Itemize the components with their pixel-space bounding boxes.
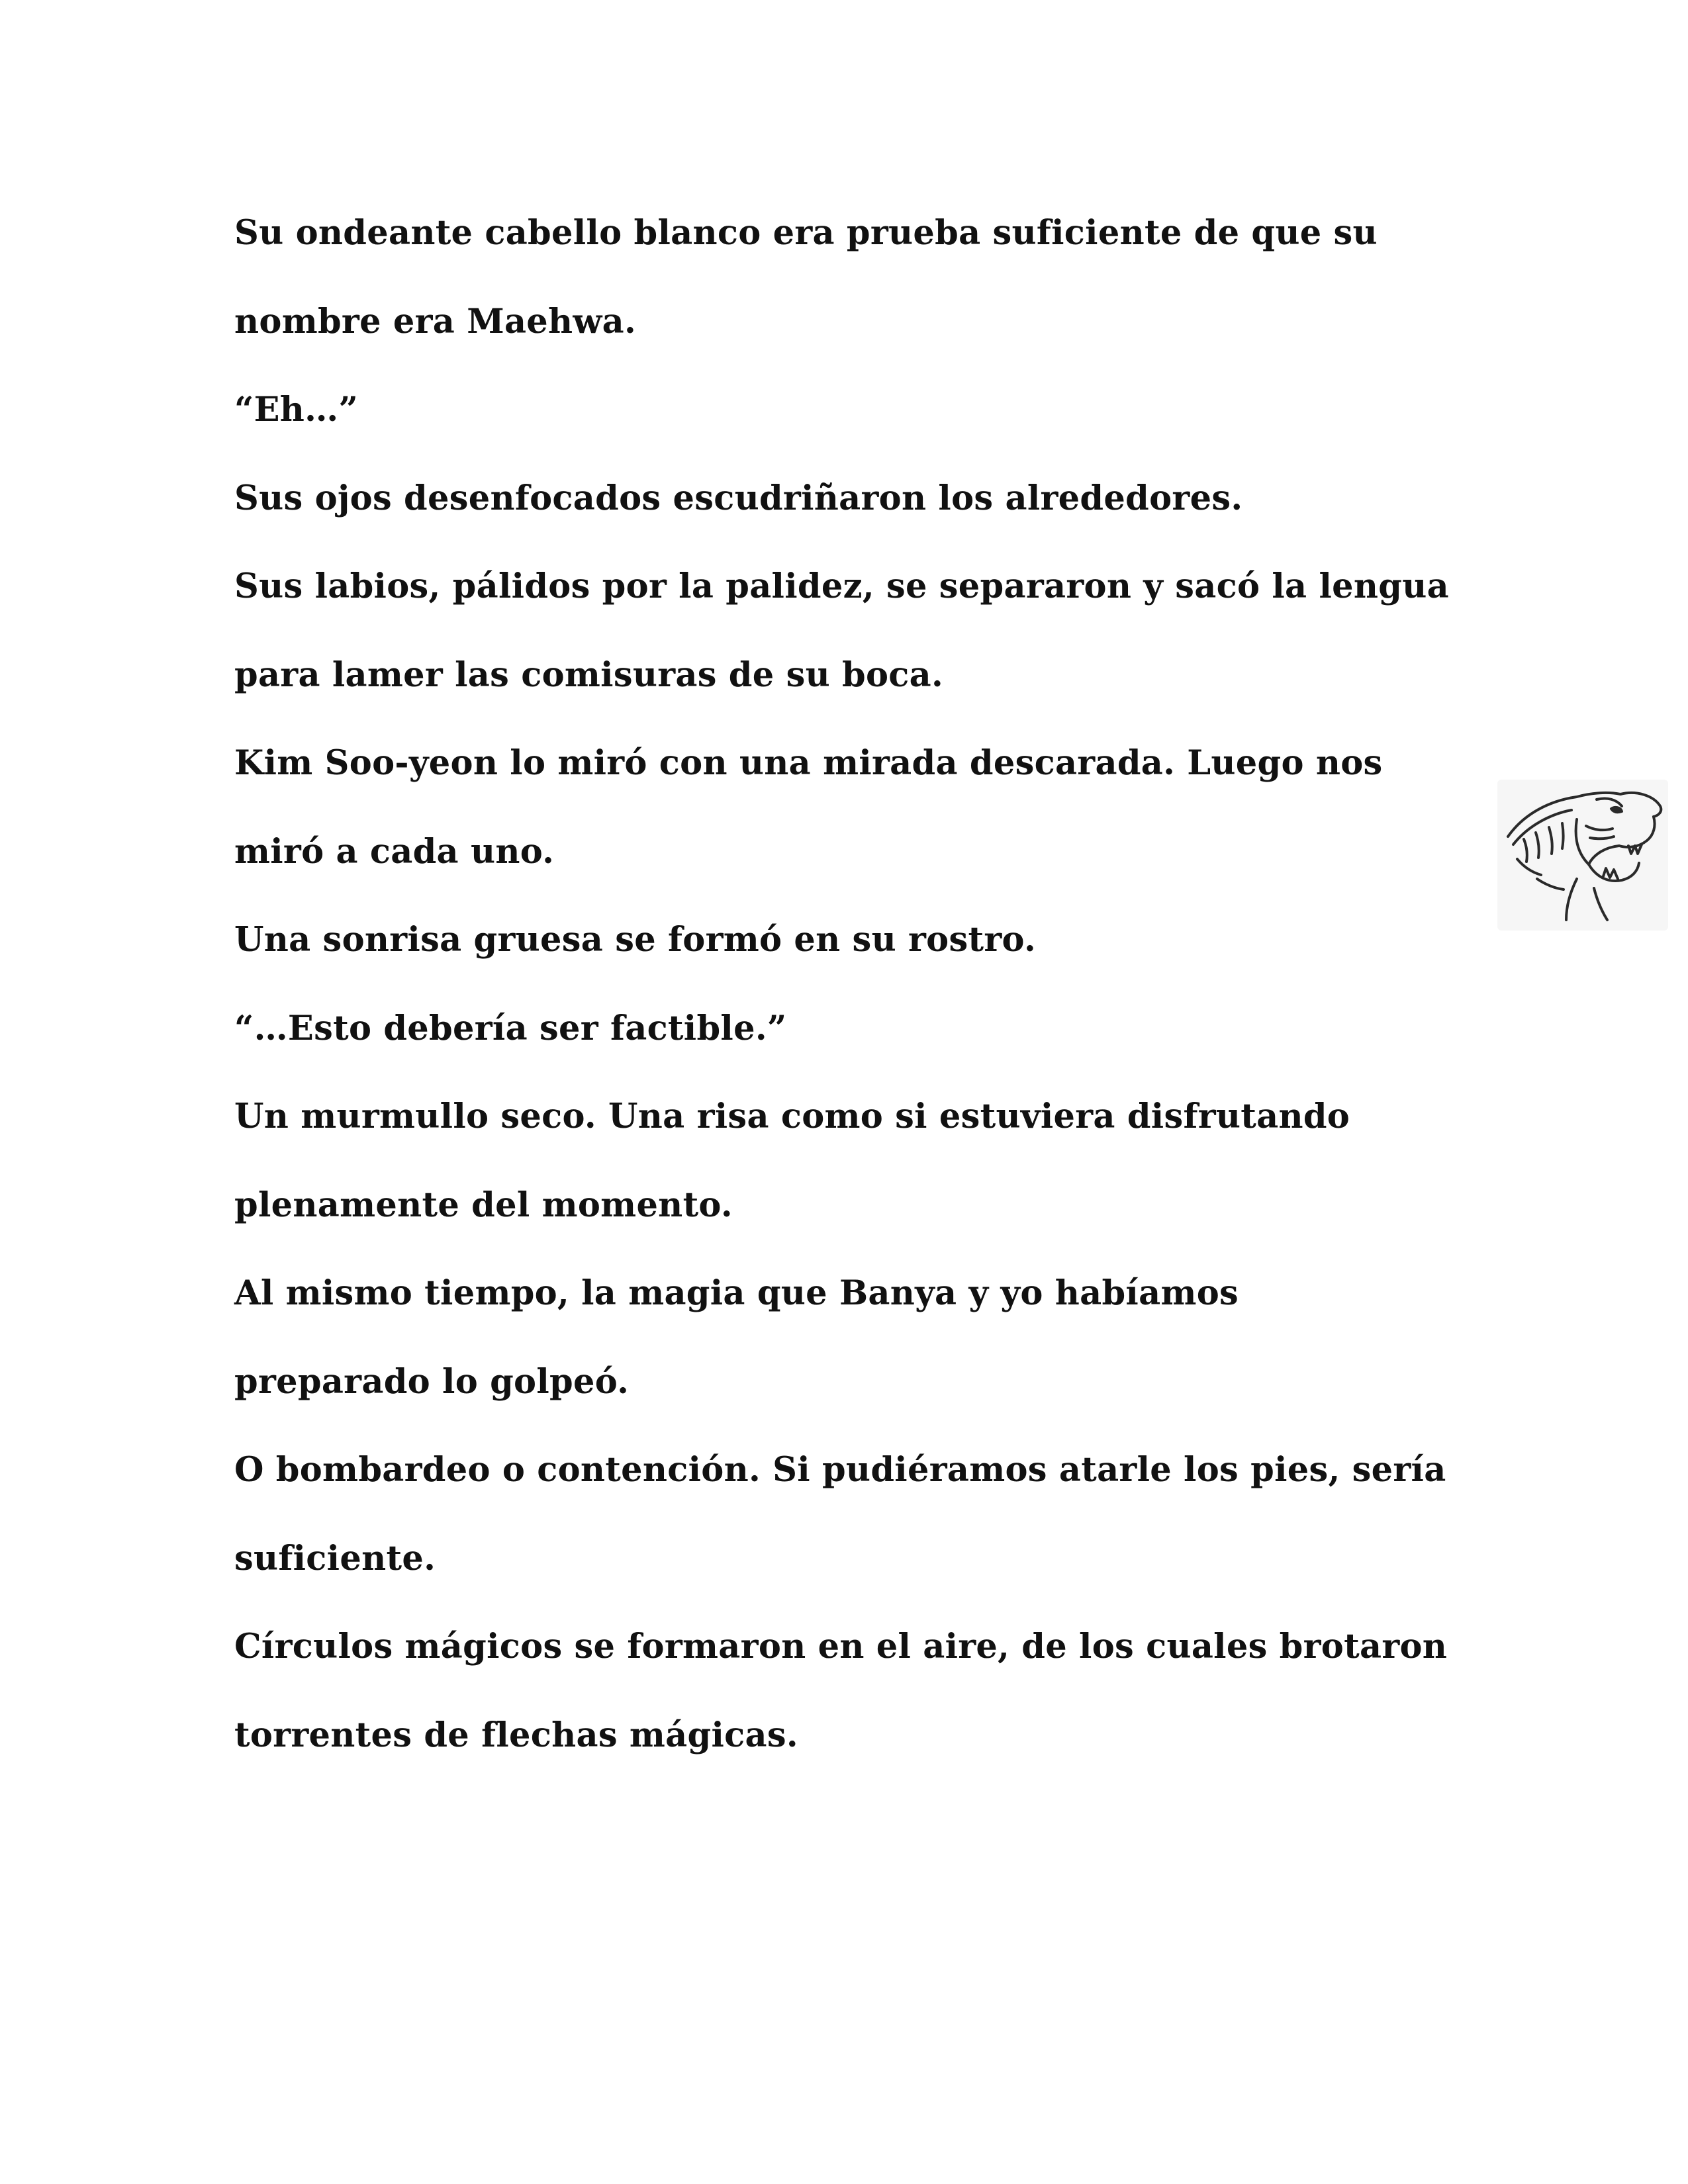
text-line: Sus ojos desenfocados escudriñaron los alrededores.: [234, 478, 1243, 518]
text-line: “…Esto debería ser factible.”: [234, 1008, 787, 1048]
text-line: Kim Soo-yeon lo miró con una mirada descarada. Luego nos: [234, 743, 1383, 783]
text-line: Una sonrisa gruesa se formó en su rostro.: [234, 920, 1036, 960]
text-line: torrentes de flechas mágicas.: [234, 1715, 798, 1755]
text-line: Al mismo tiempo, la magia que Banya y yo habíamos: [234, 1273, 1239, 1313]
text-line: preparado lo golpeó.: [234, 1361, 630, 1402]
text-line: para lamer las comisuras de su boca.: [234, 655, 944, 695]
text-line: plenamente del momento.: [234, 1185, 733, 1225]
text-line: Su ondeante cabello blanco era prueba suficiente de que su: [234, 213, 1378, 253]
text-line: Sus labios, pálidos por la palidez, se separaron y sacó la lengua: [234, 567, 1449, 606]
dinosaur-head-icon: [1497, 780, 1668, 931]
text-line: miró a cada uno.: [234, 831, 555, 872]
text-line: Círculos mágicos se formaron en el aire, de los cuales brotaron: [234, 1627, 1448, 1666]
text-line: nombre era Maehwa.: [234, 301, 637, 341]
text-line: suficiente.: [234, 1538, 436, 1578]
text-line: “Eh…”: [234, 390, 359, 430]
text-line: O bombardeo o contención. Si pudiéramos atarle los pies, sería: [234, 1450, 1446, 1490]
text-line: Un murmullo seco. Una risa como si estuviera disfrutando: [234, 1097, 1350, 1136]
body-text: [234, 189, 1532, 1780]
